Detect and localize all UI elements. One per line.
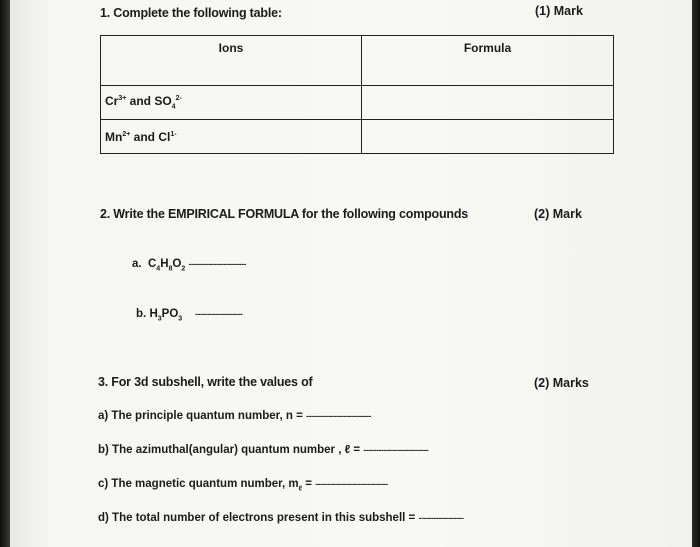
ions-table [100,35,614,154]
q2-mark: (2) Mark [534,207,582,221]
q3-item-d: d) The total number of electrons present in this subshell = ------------------ [98,512,464,524]
q2-item-a: a. $C_4H_8O_2$ ----------------------- [132,258,246,273]
q1-title: 1. Complete the following table: [100,6,282,20]
q3-title: 3. For 3d subshell, write the values of [98,375,313,389]
q3-c-answer-line[interactable]: ----------------------------- [315,479,388,489]
q3-b-answer-line[interactable]: -------------------------- [363,445,429,455]
q2-item-b: b. $H_3PO_3$ ------------------- [136,308,243,323]
q3-item-b: b) The azimuthal(angular) quantum number , ℓ = -------------------------- [98,444,429,456]
ion-pair-1: $Cr^{3+}$ and $SO_4^{2-}$ [101,86,362,120]
photo-edge-right [692,0,700,547]
formula-answer-cell-2[interactable] [362,120,614,154]
table-row [101,86,614,120]
header-formula: Formula [362,36,614,86]
q3-item-a: a) The principle quantum number, n = -------------------------- [98,410,371,422]
q2-a-answer-line[interactable]: ----------------------- [188,259,246,269]
q3-d-answer-line[interactable]: ------------------ [418,513,464,523]
formula-answer-cell-1[interactable] [362,86,614,120]
table-header-row [101,36,614,86]
q3-mark: (2) Marks [534,376,589,390]
ion-pair-2: $Mn^{2+}$ and $Cl^{1-}$ [101,120,362,154]
photo-edge-left [0,0,10,547]
q3-a-answer-line[interactable]: -------------------------- [306,411,371,421]
header-ions: Ions [101,36,362,86]
q1-mark: (1) Mark [535,4,583,18]
q3-item-c: c) The magnetic quantum number, $m_\ell$ = ----------------------------- [98,478,388,493]
q2-title: 2. Write the EMPIRICAL FORMULA for the following compounds [100,207,469,221]
table-row [101,120,614,154]
worksheet-page [10,0,692,547]
q2-b-answer-line[interactable]: ------------------- [194,309,243,319]
